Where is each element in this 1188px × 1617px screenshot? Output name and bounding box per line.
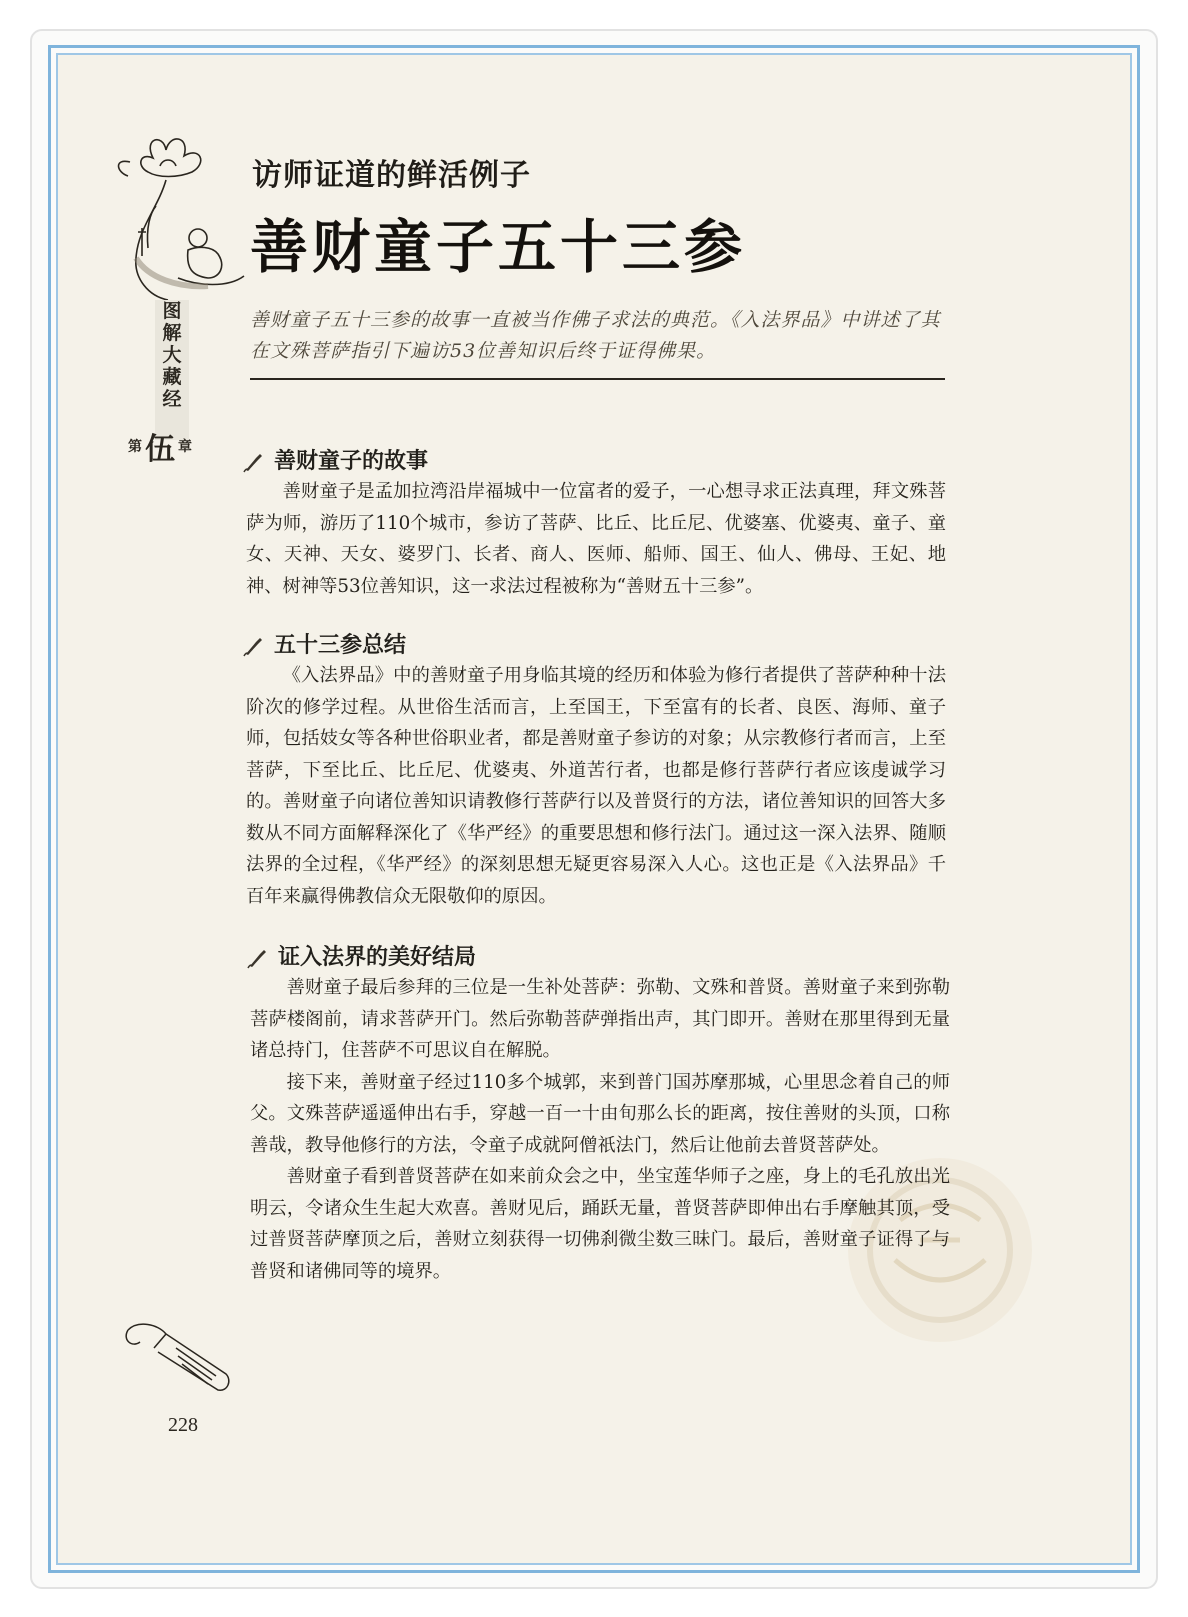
lotus-buddha-ornament-icon — [108, 128, 248, 308]
paragraph: 善财童子是孟加拉湾沿岸福城中一位富者的爱子，一心想寻求正法真理，拜文殊菩萨为师，游历了110个城市，参访了菩萨、比丘、比丘尼、优婆塞、优婆夷、童子、童女、天神、天女、婆罗门、长者、商人、医师、船师、国王、仙人、佛母、王妃、地神、树神等53位善知识，这一求法过程被称为“善财五十三参”。 — [246, 481, 946, 597]
page-number: 228 — [168, 1414, 198, 1436]
section-heading-summary — [242, 628, 406, 659]
section-body-story — [246, 476, 946, 602]
vertical-label-char: 大 — [162, 344, 182, 366]
chapter-number: 伍 — [145, 432, 175, 467]
vertical-label-char: 经 — [162, 388, 182, 410]
page-title: 善财童子五十三参 — [250, 213, 747, 281]
section-heading-text: 证入法界的美好结局 — [278, 945, 477, 970]
section-heading-text: 善财童子的故事 — [274, 449, 429, 474]
scroll-ornament-icon — [118, 1318, 238, 1398]
paragraph: 善财童子看到普贤菩萨在如来前众会之中，坐宝莲华师子之座，身上的毛孔放出光明云，令诸众生生起大欢喜。善财见后，踊跃无量，普贤菩萨即伸出右手摩触其顶，受过普贤菩萨摩顶之后，善财立刻获得一切佛刹微尘数三昧门。最后，善财童子证得了与普贤和诸佛同等的境界。 — [250, 1166, 950, 1282]
section-heading-text: 五十三参总结 — [274, 633, 407, 658]
intro-paragraph: 善财童子五十三参的故事一直被当作佛子求法的典范。《入法界品》中讲述了其在文殊菩萨指引下遍访53位善知识后终于证得佛果。 — [250, 309, 941, 362]
vertical-label-char: 解 — [162, 322, 182, 344]
section-heading-ending — [246, 940, 476, 971]
brush-icon — [246, 946, 270, 970]
section-heading-story — [242, 444, 428, 475]
vertical-label-char: 图 — [162, 300, 182, 322]
chapter-marker — [128, 424, 238, 467]
book-title-vertical-label — [155, 300, 189, 440]
paragraph: 接下来，善财童子经过110多个城郭，来到普门国苏摩那城，心里思念着自己的师父。文殊菩萨遥遥伸出右手，穿越一百一十由旬那么长的距离，按住善财的头顶，口称善哉，教导他修行的方法，令童子成就阿僧祇法门，然后让他前去普贤菩萨处。 — [250, 1071, 950, 1156]
intro-divider — [250, 378, 945, 380]
page-subtitle: 访师证道的鲜活例子 — [252, 158, 531, 193]
paragraph: 《入法界品》中的善财童子用身临其境的经历和体验为修行者提供了菩萨种种十法阶次的修学过程。从世俗生活而言，上至国王，下至富有的长者、良医、海师、童子师，包括妓女等各种世俗职业者，都是善财童子参访的对象；从宗教修行者而言，上至菩萨，下至比丘、比丘尼、优婆夷、外道苦行者，也都是修行菩萨行者应该虔诚学习的。善财童子向诸位善知识请教修行菩萨行以及普贤行的方法，诸位善知识的回答大多数从不同方面解释深化了《华严经》的重要思想和修行法门。通过这一深入法界、随顺法界的全过程，《华严经》的深刻思想无疑更容易深入人心。这也正是《入法界品》千百年来赢得佛教信众无限敬仰的原因。 — [246, 665, 946, 907]
paragraph: 善财童子最后参拜的三位是一生补处菩萨：弥勒、文殊和普贤。善财童子来到弥勒菩萨楼阁前，请求菩萨开门。然后弥勒菩萨弹指出声，其门即开。善财在那里得到无量诸总持门，住菩萨不可思议自在解脱。 — [250, 977, 950, 1061]
section-body-summary — [246, 660, 946, 912]
brush-icon — [242, 634, 266, 658]
section-body-ending — [250, 972, 950, 1287]
chapter-suffix: 章 — [178, 439, 192, 455]
brush-icon — [242, 450, 266, 474]
vertical-label-char: 藏 — [162, 366, 182, 388]
chapter-prefix: 第 — [128, 439, 142, 455]
